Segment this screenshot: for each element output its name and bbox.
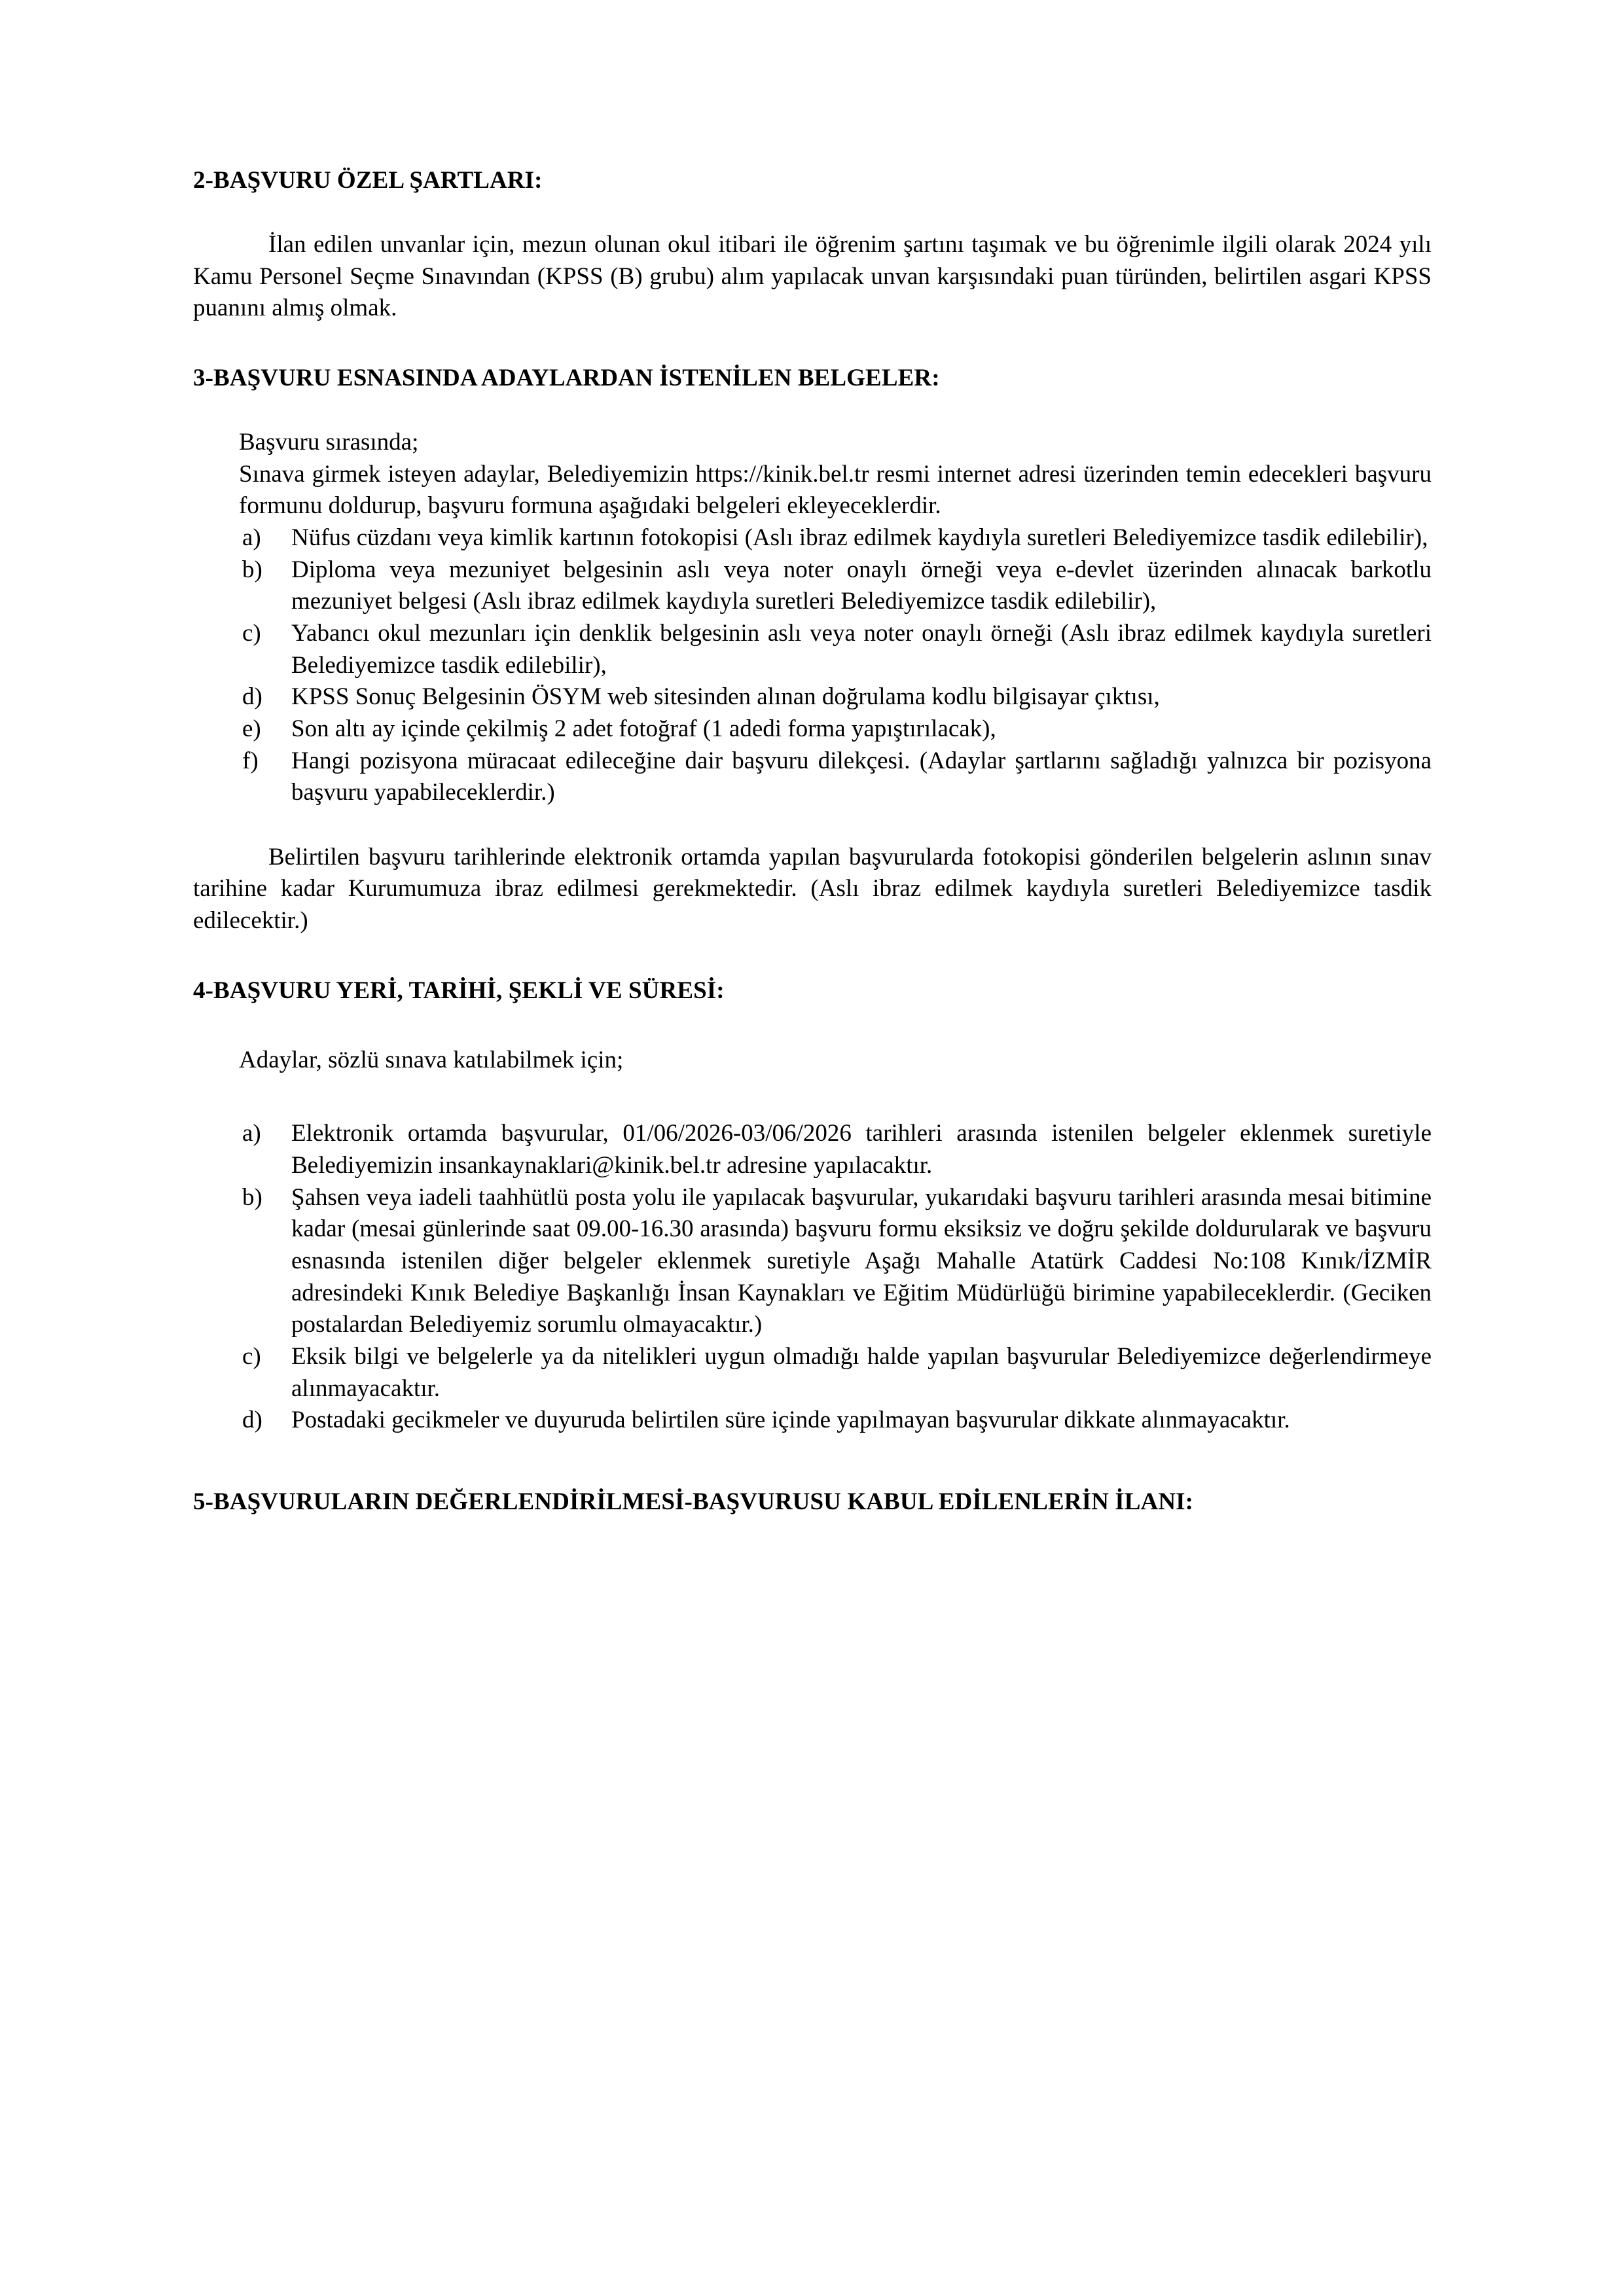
section-2-paragraph: İlan edilen unvanlar için, mezun olunan okul itibari ile öğrenim şartını taşımak ve bu öğrenimle ilgili olarak 2024 yılı Kamu Personel Seçme Sınavından (KPSS (B) grubu) alım yapılacak unvan karşısındaki puan türünden, belirtilen asgari KPSS puanını almış olmak. bbox=[193, 231, 1432, 322]
section-2-heading: 2-BAŞVURU ÖZEL ŞARTLARI: bbox=[193, 167, 543, 194]
spacer bbox=[193, 325, 1432, 363]
list-item bbox=[193, 618, 1432, 681]
document-body bbox=[193, 165, 1432, 1518]
spacer bbox=[193, 196, 1432, 229]
required-documents-list bbox=[193, 522, 1432, 809]
list-marker: d) bbox=[242, 1407, 262, 1434]
section-4-heading: 4-BAŞVURU YERİ, TARİHİ, ŞEKLİ VE SÜRESİ: bbox=[193, 977, 725, 1004]
section-3-lead-1: Başvuru sırasında; bbox=[239, 429, 419, 456]
section-3-closing-paragraph: Belirtilen başvuru tarihlerinde elektronik ortamda yapılan başvurularda fotokopisi gönderilen belgelerin aslının sınav tarihine kadar Kurumumuza ibraz edilmesi gerekmektedir. (Aslı ibraz edilmek kaydıyla suretleri Belediyemizce tasdik edilecektir.) bbox=[193, 843, 1432, 935]
list-item bbox=[193, 554, 1432, 618]
list-marker: e) bbox=[242, 715, 261, 742]
list-item bbox=[193, 522, 1432, 554]
list-item bbox=[193, 681, 1432, 713]
list-marker: c) bbox=[242, 1342, 261, 1370]
list-item-text: Son altı ay içinde çekilmiş 2 adet fotoğraf (1 adedi forma yapıştırılacak), bbox=[291, 715, 996, 742]
list-marker: c) bbox=[242, 619, 261, 647]
section-5-heading: 5-BAŞVURULARIN DEĞERLENDİRİLMESİ-BAŞVURUSU KABUL EDİLENLERİN İLANI: bbox=[193, 1488, 1194, 1515]
list-item-text: Elektronik ortamda başvurular, 01/06/2026-03/06/2026 tarihleri arasında istenilen belgeler eklenmek suretiyle Belediyemizin insankaynaklari@kinik.bel.tr adresine yapılacaktır. bbox=[291, 1120, 1432, 1179]
spacer bbox=[193, 1007, 1432, 1045]
list-item-text: Postadaki gecikmeler ve duyuruda belirtilen süre içinde yapılmayan başvurular dikkate alınmayacaktır. bbox=[291, 1407, 1290, 1434]
list-item-text: KPSS Sonuç Belgesinin ÖSYM web sitesinden alınan doğrulama kodlu bilgisayar çıktısı, bbox=[291, 683, 1160, 711]
list-item bbox=[193, 1405, 1432, 1437]
list-item-text: Yabancı okul mezunları için denklik belgesinin aslı veya noter onaylı örneği (Aslı ibraz edilmek kaydıyla suretleri Belediyemizce tasdik edilebilir), bbox=[291, 619, 1432, 679]
list-item-text: Eksik bilgi ve belgelerle ya da nitelikleri uygun olmadığı halde yapılan başvurular Belediyemizce değerlendirmeye alınmayacaktır. bbox=[291, 1342, 1432, 1402]
spacer bbox=[193, 937, 1432, 975]
list-item-text: Şahsen veya iadeli taahhütlü posta yolu ile yapılacak başvurular, yukarıdaki başvuru tarihleri arasında mesai bitimine kadar (mesai günlerinde saat 09.00-16.30 arasında) başvuru formu eksiksiz ve doğru şekilde doldurularak ve başvuru esnasında istenilen diğer belgeler eklenmek suretiyle Aşağı Mahalle Atatürk Caddesi No:108 Kınık/İZMİR adresindeki Kınık Belediye Başkanlığı İnsan Kaynakları ve Eğitim Müdürlüğü birimine yapabileceklerdir. (Geciken postalardan Belediyemiz sorumlu olmayacaktır.) bbox=[291, 1183, 1432, 1338]
list-marker: d) bbox=[242, 683, 262, 711]
list-marker: b) bbox=[242, 1183, 262, 1211]
list-item-text: Diploma veya mezuniyet belgesinin aslı veya noter onaylı örneği veya e-devlet üzerinden alınacak barkotlu mezuniyet belgesi (Aslı ibraz edilmek kaydıyla suretleri Belediyemizce tasdik edilebilir), bbox=[291, 556, 1432, 615]
list-marker: f) bbox=[242, 747, 259, 774]
list-marker: a) bbox=[242, 1120, 261, 1147]
section-3-lead-2: Sınava girmek isteyen adaylar, Belediyemizin https://kinik.bel.tr resmi internet adresi üzerinden temin edecekleri başvuru formunu doldurup, başvuru formuna aşağıdaki belgeleri ekleyeceklerdir. bbox=[239, 460, 1432, 520]
spacer bbox=[193, 1076, 1432, 1118]
list-item bbox=[193, 745, 1432, 809]
list-item bbox=[193, 713, 1432, 745]
list-item bbox=[193, 1182, 1432, 1341]
application-method-list bbox=[193, 1118, 1432, 1436]
spacer bbox=[193, 809, 1432, 842]
list-marker: a) bbox=[242, 524, 261, 552]
list-item-text: Nüfus cüzdanı veya kimlik kartının fotokopisi (Aslı ibraz edilmek kaydıyla suretleri Belediyemizce tasdik edilebilir), bbox=[291, 524, 1428, 552]
spacer bbox=[193, 1437, 1432, 1486]
list-item bbox=[193, 1118, 1432, 1181]
section-3-heading: 3-BAŞVURU ESNASINDA ADAYLARDAN İSTENİLEN BELGELER: bbox=[193, 365, 940, 392]
list-item bbox=[193, 1341, 1432, 1405]
list-marker: b) bbox=[242, 556, 262, 583]
spacer bbox=[193, 394, 1432, 427]
list-item-text: Hangi pozisyona müracaat edileceğine dair başvuru dilekçesi. (Adaylar şartlarını sağladığı yalnızca bir pozisyona başvuru yapabileceklerdir.) bbox=[291, 747, 1432, 806]
section-4-lead: Adaylar, sözlü sınava katılabilmek için; bbox=[239, 1046, 624, 1073]
